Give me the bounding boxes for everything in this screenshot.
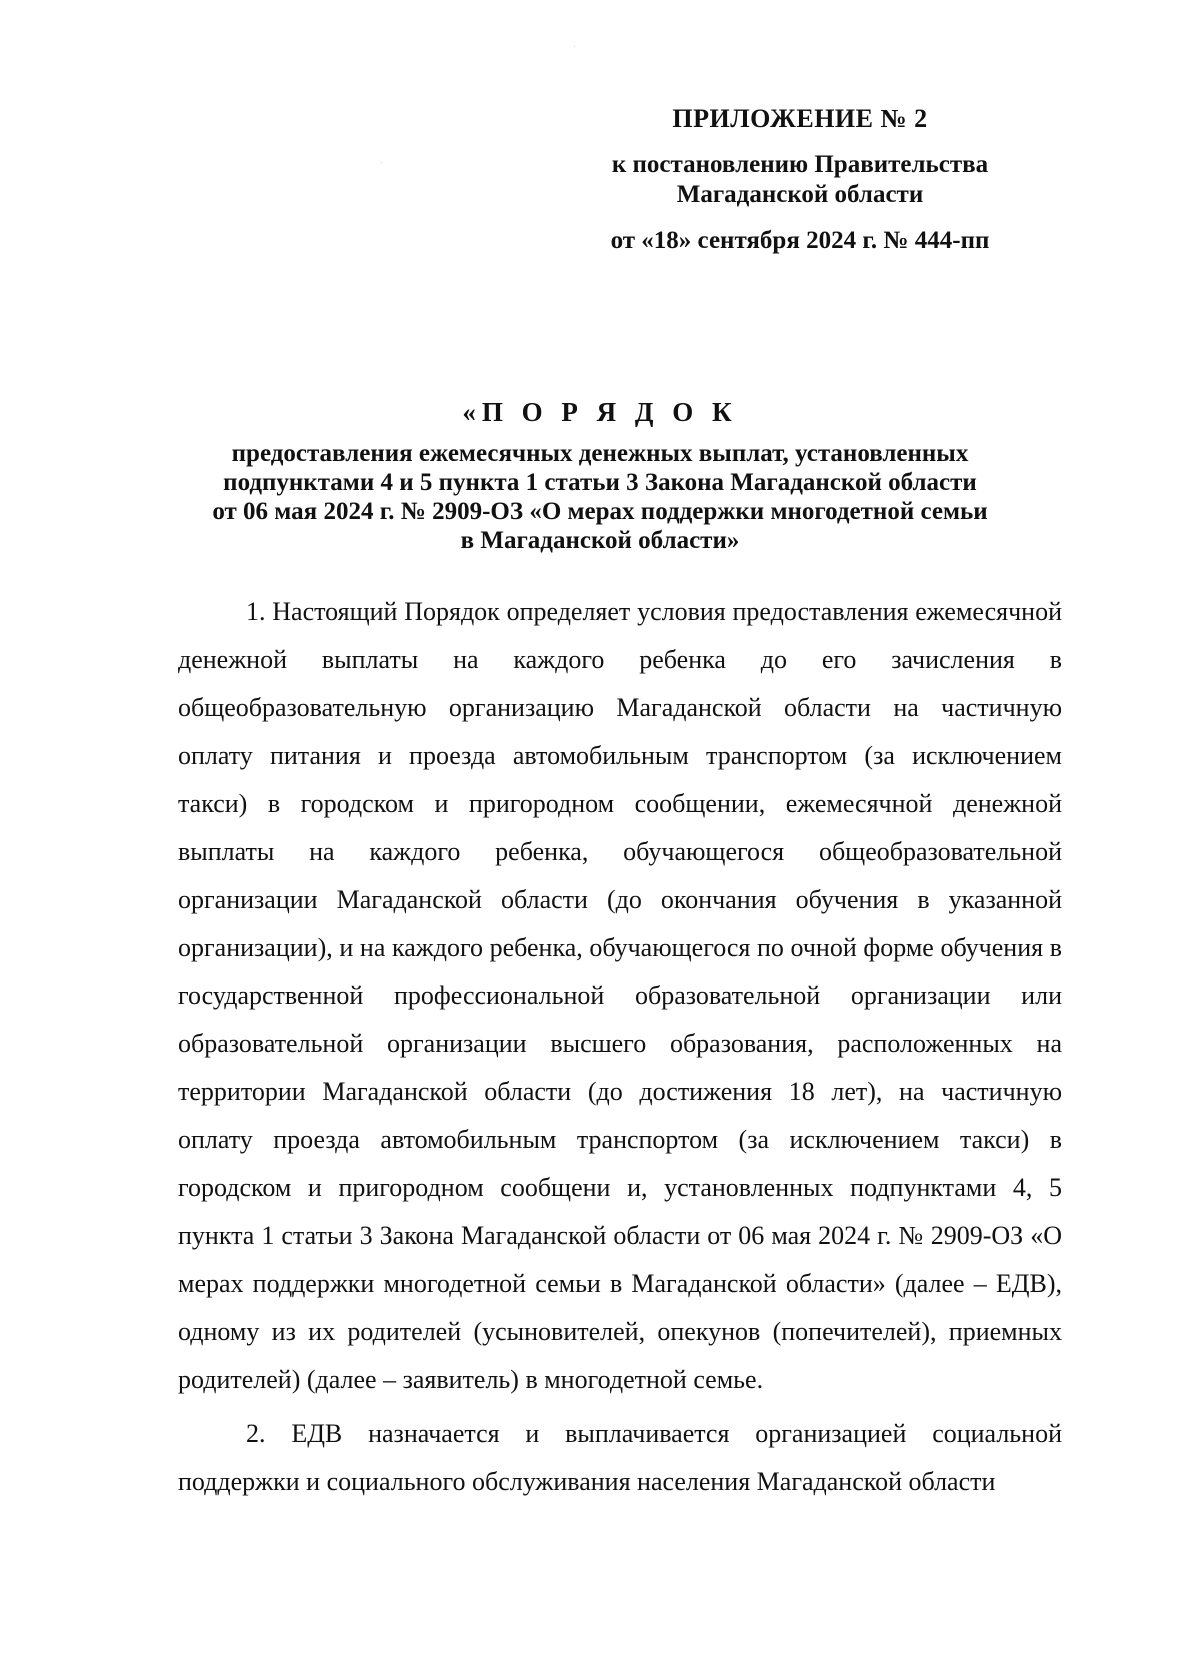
scan-speck <box>381 162 382 163</box>
document-title: «П О Р Я Д О К <box>462 397 738 427</box>
document-body <box>178 588 1062 1512</box>
document-subtitle-line-2: подпунктами 4 и 5 пункта 1 статьи 3 Закона Магаданской области <box>223 469 977 496</box>
resolution-reference-line-1: к постановлению Правительства <box>611 151 989 178</box>
resolution-reference-line-2: Магаданской области <box>676 181 924 208</box>
document-subtitle-line-3: от 06 мая 2024 г. № 2909-ОЗ «О мерах поддержки многодетной семьи <box>212 498 988 525</box>
document-title-block <box>160 398 1040 555</box>
scan-speck <box>574 46 575 47</box>
paragraph-1: 1. Настоящий Порядок определяет условия предоставления ежемесячной денежной выплаты на каждого ребенка до его зачисления в общеобразовательную организацию Магаданской области на частичную оплату питания и проезда автомобильным транспортом (за исключением такси) в городском и пригородном сообщении, ежемесячной денежной выплаты на каждого ребенка, обучающегося общеобразовательной организации Магаданской области (до окончания обучения в указанной организации), и на каждого ребенка, обучающегося по очной форме обучения в государственной профессиональной образовательной организации или образовательной организации высшего образования, расположенных на территории Магаданской области (до достижения 18 лет), на частичную оплату проезда автомобильным транспортом (за исключением такси) в городском и пригородном сообщени и, установленных подпунктами 4, 5 пункта 1 статьи 3 Закона Магаданской области от 06 мая 2024 г. № 2909-ОЗ «О мерах поддержки многодетной семьи в Магаданской области» (далее – ЕДВ), одному из их родителей (усыновителей, опекунов (попечителей), приемных родителей) (далее – заявитель) в многодетной семье. <box>178 597 1062 1394</box>
document-subtitle-line-1: предоставления ежемесячных денежных выплат, установленных <box>231 440 969 467</box>
annex-number: ПРИЛОЖЕНИЕ № 2 <box>672 104 928 133</box>
document-subtitle-line-4: в Магаданской области» <box>460 527 740 554</box>
paragraph-2: 2. ЕДВ назначается и выплачивается организацией социальной поддержки и социального обслуживания населения Магаданской области <box>178 1419 1062 1496</box>
annex-header <box>560 104 1040 256</box>
resolution-date: от «18» сентября 2024 г. № 444-пп <box>610 227 990 254</box>
